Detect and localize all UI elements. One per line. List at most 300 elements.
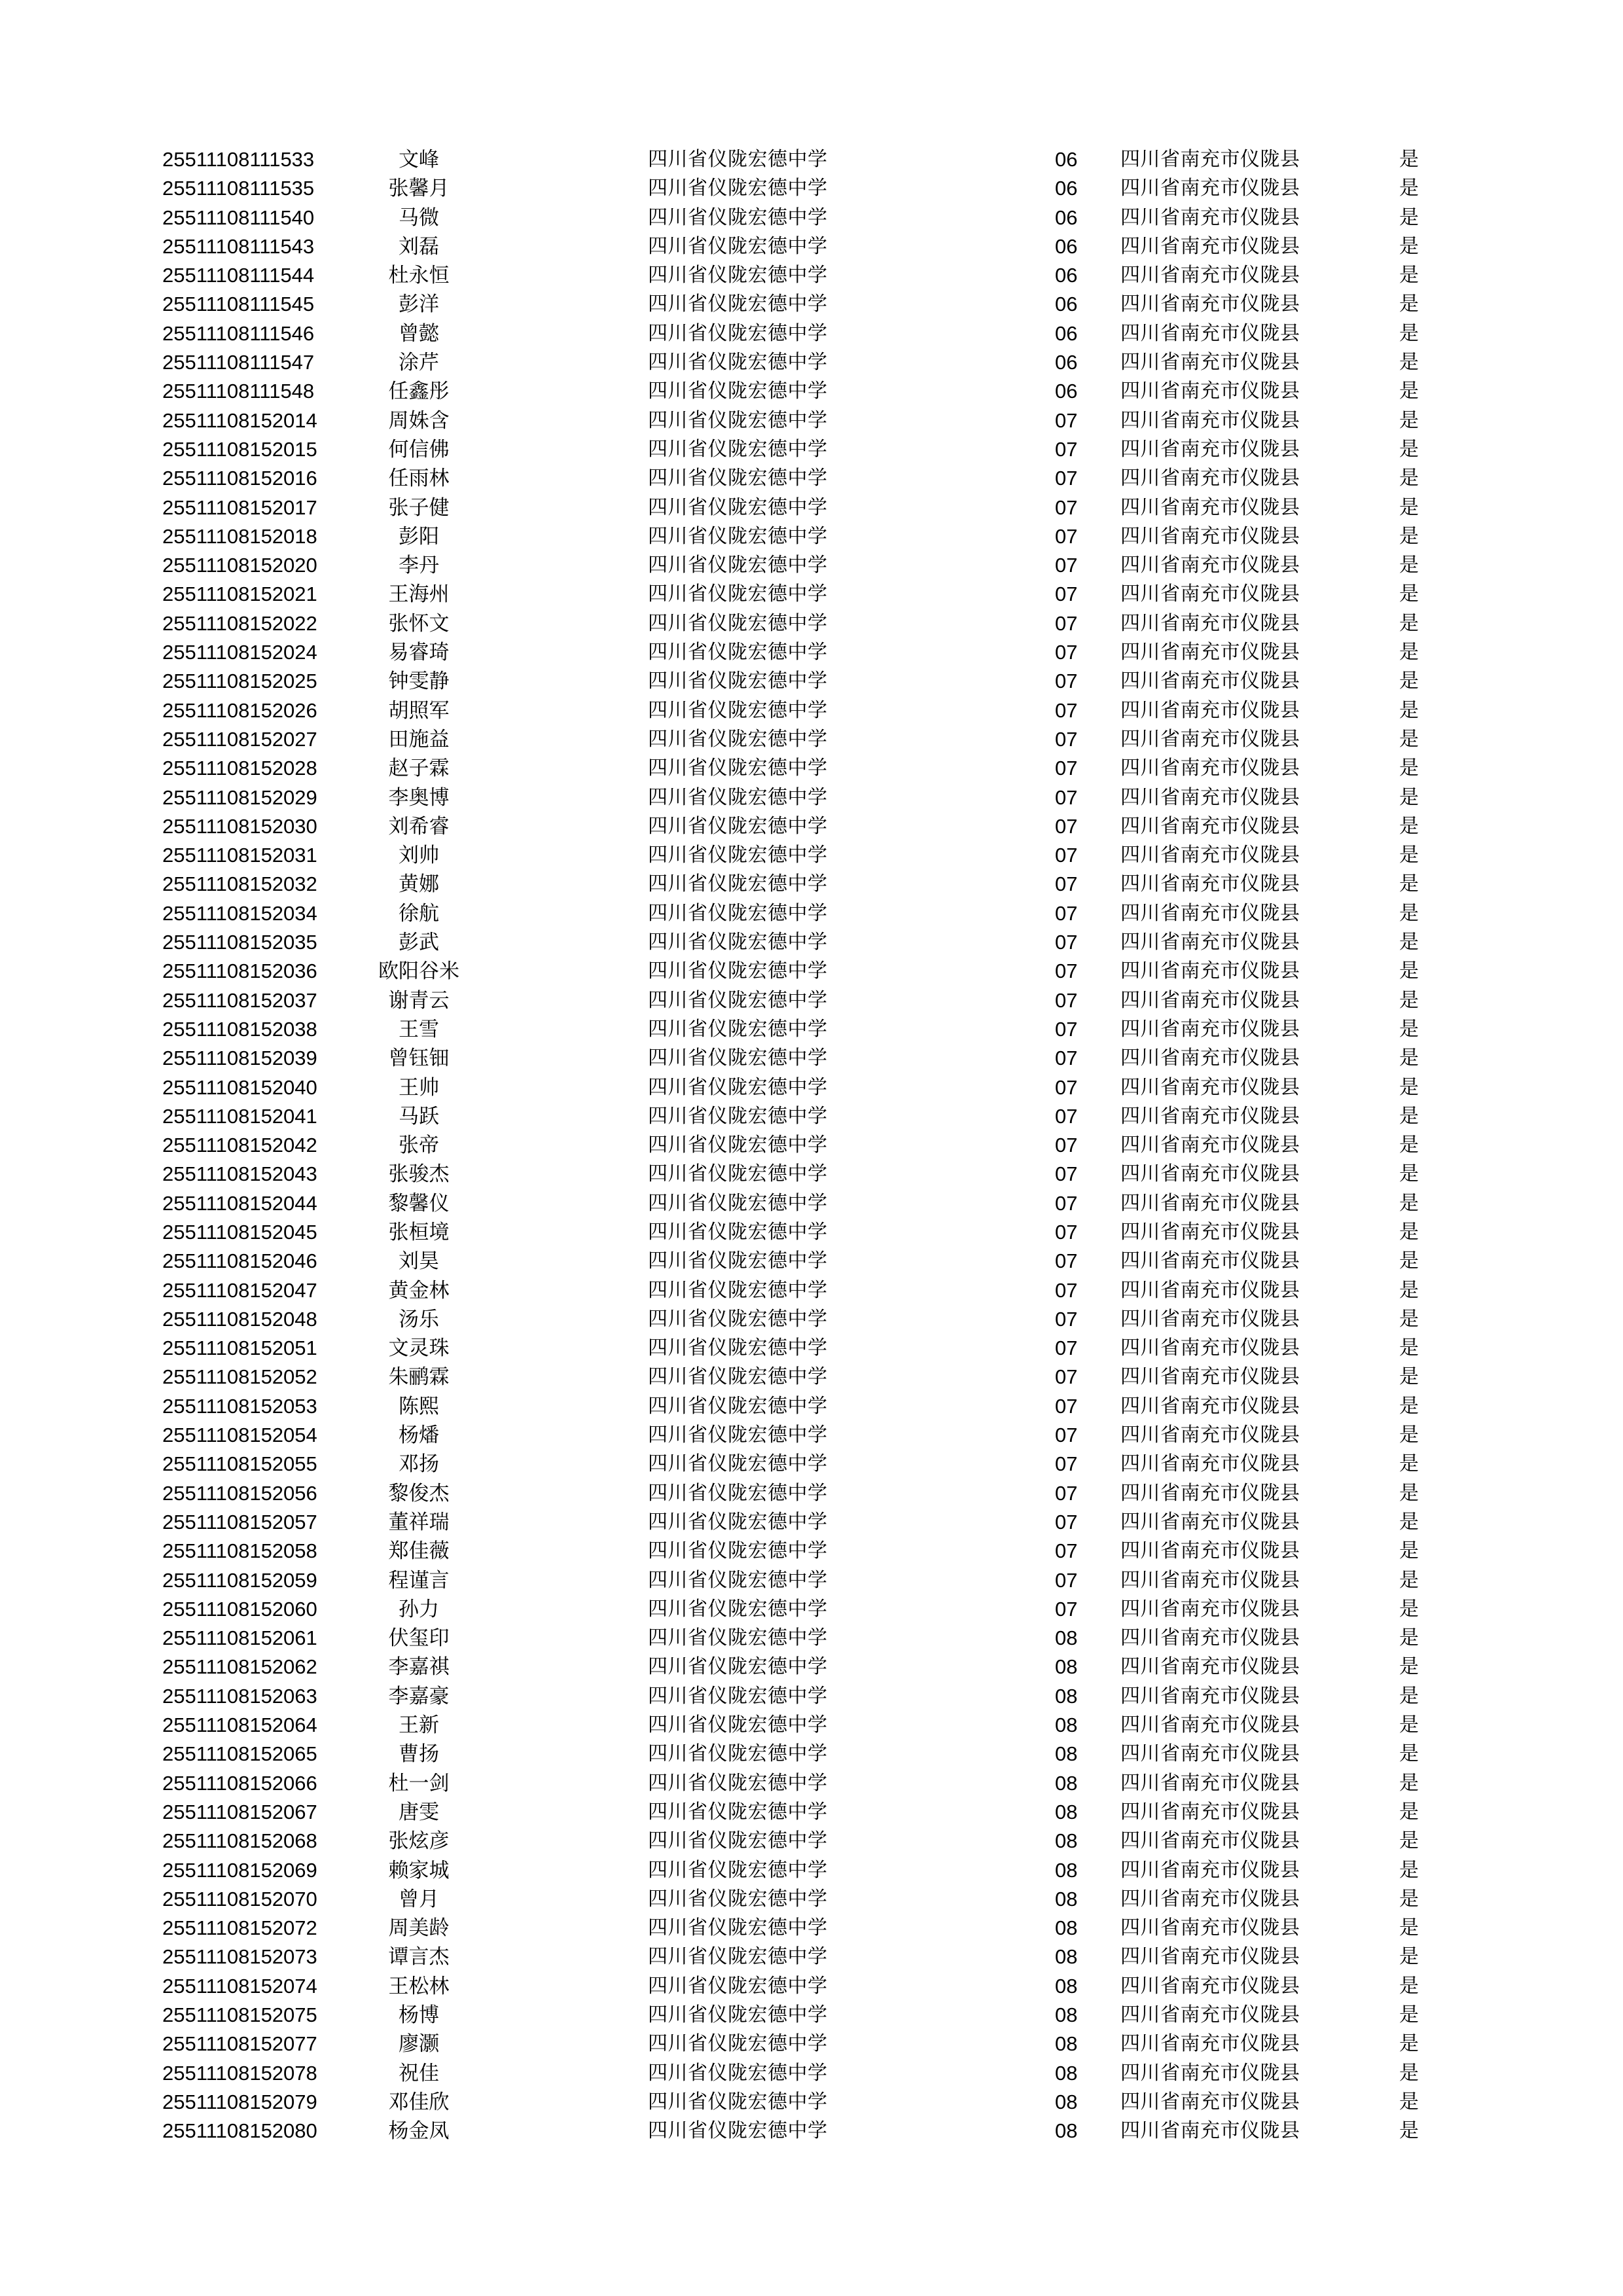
status-flag: 是 xyxy=(1399,2003,1419,2026)
region-name: 四川省南充市仪陇县 xyxy=(1120,757,1300,780)
school-name: 四川省仪陇宏德中学 xyxy=(648,1017,828,1041)
student-name: 周姝含 xyxy=(388,408,450,433)
class-number: 08 xyxy=(1055,2061,1078,2085)
table-row xyxy=(0,1682,1623,1711)
student-name: 王松林 xyxy=(388,1974,450,1998)
student-name: 马跃 xyxy=(399,1104,439,1128)
student-name: 曾懿 xyxy=(399,321,439,346)
status-flag: 是 xyxy=(1399,554,1419,577)
region-name: 四川省南充市仪陇县 xyxy=(1120,380,1300,403)
table-row xyxy=(0,464,1623,493)
table-row xyxy=(0,1276,1623,1305)
student-name: 王雪 xyxy=(399,1017,439,1041)
class-number: 07 xyxy=(1055,1134,1078,1157)
student-name: 赵子霖 xyxy=(388,757,450,781)
region-name: 四川省南充市仪陇县 xyxy=(1120,1858,1300,1882)
student-name: 郑佳薇 xyxy=(388,1539,450,1564)
table-row xyxy=(0,174,1623,203)
class-number: 07 xyxy=(1055,844,1078,867)
status-flag: 是 xyxy=(1399,264,1419,287)
exam-number: 25511108152034 xyxy=(162,901,317,925)
exam-number: 25511108152051 xyxy=(162,1336,317,1360)
exam-number: 25511108152056 xyxy=(162,1481,317,1505)
table-row xyxy=(0,1508,1623,1537)
school-name: 四川省仪陇宏德中学 xyxy=(648,2090,828,2113)
student-name: 谭言杰 xyxy=(388,1945,450,1969)
school-name: 四川省仪陇宏德中学 xyxy=(648,1539,828,1563)
class-number: 07 xyxy=(1055,1597,1078,1621)
student-name: 马微 xyxy=(399,206,439,230)
school-name: 四川省仪陇宏德中学 xyxy=(648,1047,828,1070)
region-name: 四川省南充市仪陇县 xyxy=(1120,1424,1300,1447)
student-name: 田施益 xyxy=(388,727,450,751)
table-row xyxy=(0,1247,1623,1276)
exam-number: 25511108111547 xyxy=(162,351,315,374)
student-name: 杨金凤 xyxy=(388,2119,450,2144)
school-name: 四川省仪陇宏德中学 xyxy=(648,1191,828,1215)
exam-number: 25511108152054 xyxy=(162,1424,317,1447)
exam-number: 25511108152044 xyxy=(162,1191,317,1215)
class-number: 07 xyxy=(1055,1452,1078,1476)
region-name: 四川省南充市仪陇县 xyxy=(1120,1684,1300,1708)
student-name: 李奥博 xyxy=(388,785,450,810)
class-number: 07 xyxy=(1055,495,1078,519)
student-name: 涂芹 xyxy=(399,351,439,375)
table-row xyxy=(0,435,1623,464)
exam-number: 25511108152070 xyxy=(162,1887,317,1910)
exam-number: 25511108111535 xyxy=(162,177,315,200)
student-name: 赖家城 xyxy=(388,1858,450,1882)
school-name: 四川省仪陇宏德中学 xyxy=(648,1945,828,1969)
region-name: 四川省南充市仪陇县 xyxy=(1120,1887,1300,1910)
exam-number: 25511108152077 xyxy=(162,2032,317,2056)
region-name: 四川省南充市仪陇县 xyxy=(1120,1481,1300,1505)
region-name: 四川省南充市仪陇县 xyxy=(1120,2003,1300,2026)
student-list xyxy=(0,145,1623,2145)
class-number: 07 xyxy=(1055,1162,1078,1186)
status-flag: 是 xyxy=(1399,1713,1419,1737)
school-name: 四川省仪陇宏德中学 xyxy=(648,1075,828,1099)
student-name: 杨博 xyxy=(399,2003,439,2027)
school-name: 四川省仪陇宏德中学 xyxy=(648,234,828,258)
region-name: 四川省南充市仪陇县 xyxy=(1120,583,1300,606)
table-row xyxy=(0,261,1623,290)
class-number: 08 xyxy=(1055,1742,1078,1766)
region-name: 四川省南充市仪陇县 xyxy=(1120,1713,1300,1737)
school-name: 四川省仪陇宏德中学 xyxy=(648,1597,828,1621)
table-row xyxy=(0,1479,1623,1508)
exam-number: 25511108152063 xyxy=(162,1684,317,1708)
school-name: 四川省仪陇宏德中学 xyxy=(648,1424,828,1447)
table-row xyxy=(0,493,1623,522)
table-row xyxy=(0,1131,1623,1160)
table-row xyxy=(0,319,1623,348)
class-number: 08 xyxy=(1055,1800,1078,1823)
table-row xyxy=(0,1073,1623,1102)
class-number: 06 xyxy=(1055,293,1078,316)
table-row xyxy=(0,1914,1623,1943)
student-name: 陈熙 xyxy=(399,1394,439,1418)
table-row xyxy=(0,1624,1623,1653)
exam-number: 25511108152055 xyxy=(162,1452,317,1476)
student-name: 张骏杰 xyxy=(388,1162,450,1187)
status-flag: 是 xyxy=(1399,1684,1419,1708)
table-row xyxy=(0,1363,1623,1391)
status-flag: 是 xyxy=(1399,293,1419,316)
student-name: 易睿琦 xyxy=(388,641,450,665)
class-number: 08 xyxy=(1055,1974,1078,1998)
school-name: 四川省仪陇宏德中学 xyxy=(648,1568,828,1592)
student-name: 文灵珠 xyxy=(388,1336,450,1361)
class-number: 07 xyxy=(1055,1017,1078,1041)
class-number: 07 xyxy=(1055,1394,1078,1418)
region-name: 四川省南充市仪陇县 xyxy=(1120,351,1300,374)
status-flag: 是 xyxy=(1399,901,1419,925)
exam-number: 25511108111540 xyxy=(162,206,315,229)
class-number: 07 xyxy=(1055,931,1078,954)
table-row xyxy=(0,1450,1623,1479)
region-name: 四川省南充市仪陇县 xyxy=(1120,148,1300,171)
school-name: 四川省仪陇宏德中学 xyxy=(648,1510,828,1534)
class-number: 07 xyxy=(1055,1568,1078,1592)
status-flag: 是 xyxy=(1399,1278,1419,1302)
table-row xyxy=(0,841,1623,870)
class-number: 08 xyxy=(1055,1655,1078,1679)
status-flag: 是 xyxy=(1399,931,1419,954)
school-name: 四川省仪陇宏德中学 xyxy=(648,177,828,200)
region-name: 四川省南充市仪陇县 xyxy=(1120,1220,1300,1244)
student-name: 杜一剑 xyxy=(388,1771,450,1795)
exam-number: 25511108152059 xyxy=(162,1568,317,1592)
student-name: 刘希睿 xyxy=(388,814,450,838)
region-name: 四川省南充市仪陇县 xyxy=(1120,872,1300,896)
status-flag: 是 xyxy=(1399,1626,1419,1650)
exam-number: 25511108152040 xyxy=(162,1075,317,1099)
status-flag: 是 xyxy=(1399,524,1419,548)
region-name: 四川省南充市仪陇县 xyxy=(1120,177,1300,200)
class-number: 08 xyxy=(1055,1829,1078,1853)
exam-number: 25511108111545 xyxy=(162,293,315,316)
status-flag: 是 xyxy=(1399,467,1419,490)
region-name: 四川省南充市仪陇县 xyxy=(1120,1452,1300,1476)
exam-number: 25511108152073 xyxy=(162,1945,317,1969)
region-name: 四川省南充市仪陇县 xyxy=(1120,1829,1300,1853)
class-number: 08 xyxy=(1055,1945,1078,1969)
school-name: 四川省仪陇宏德中学 xyxy=(648,1916,828,1940)
table-row xyxy=(0,1537,1623,1566)
student-name: 唐雯 xyxy=(399,1800,439,1824)
exam-number: 25511108152058 xyxy=(162,1539,317,1563)
student-name: 曹扬 xyxy=(399,1742,439,1767)
school-name: 四川省仪陇宏德中学 xyxy=(648,1771,828,1795)
status-flag: 是 xyxy=(1399,1104,1419,1128)
student-name: 王海州 xyxy=(388,583,450,607)
table-row xyxy=(0,290,1623,319)
class-number: 06 xyxy=(1055,206,1078,229)
class-number: 07 xyxy=(1055,1047,1078,1070)
exam-number: 25511108152062 xyxy=(162,1655,317,1679)
table-row xyxy=(0,725,1623,754)
student-name: 黄娜 xyxy=(399,872,439,897)
status-flag: 是 xyxy=(1399,1655,1419,1679)
school-name: 四川省仪陇宏德中学 xyxy=(648,611,828,635)
school-name: 四川省仪陇宏德中学 xyxy=(648,1713,828,1737)
student-name: 董祥瑞 xyxy=(388,1510,450,1534)
school-name: 四川省仪陇宏德中学 xyxy=(648,206,828,229)
table-row xyxy=(0,145,1623,174)
student-name: 刘磊 xyxy=(399,234,439,259)
class-number: 06 xyxy=(1055,321,1078,345)
status-flag: 是 xyxy=(1399,1307,1419,1331)
table-row xyxy=(0,754,1623,783)
table-row xyxy=(0,1653,1623,1681)
status-flag: 是 xyxy=(1399,1829,1419,1853)
exam-number: 25511108152022 xyxy=(162,611,317,635)
exam-number: 25511108152053 xyxy=(162,1394,317,1418)
exam-number: 25511108111533 xyxy=(162,148,315,171)
class-number: 07 xyxy=(1055,960,1078,983)
status-flag: 是 xyxy=(1399,408,1419,432)
student-name: 刘帅 xyxy=(399,844,439,868)
table-row xyxy=(0,1740,1623,1768)
status-flag: 是 xyxy=(1399,1974,1419,1998)
student-name: 张馨月 xyxy=(388,177,450,201)
region-name: 四川省南充市仪陇县 xyxy=(1120,727,1300,751)
student-name: 彭武 xyxy=(399,931,439,955)
status-flag: 是 xyxy=(1399,1771,1419,1795)
region-name: 四川省南充市仪陇县 xyxy=(1120,931,1300,954)
student-name: 廖灏 xyxy=(399,2032,439,2056)
status-flag: 是 xyxy=(1399,641,1419,664)
table-row xyxy=(0,2088,1623,2117)
student-name: 张桓境 xyxy=(388,1220,450,1244)
status-flag: 是 xyxy=(1399,2090,1419,2113)
school-name: 四川省仪陇宏德中学 xyxy=(648,844,828,867)
school-name: 四川省仪陇宏德中学 xyxy=(648,264,828,287)
exam-number: 25511108152038 xyxy=(162,1017,317,1041)
exam-number: 25511108152064 xyxy=(162,1713,317,1737)
class-number: 06 xyxy=(1055,264,1078,287)
table-row xyxy=(0,667,1623,696)
school-name: 四川省仪陇宏德中学 xyxy=(648,467,828,490)
school-name: 四川省仪陇宏德中学 xyxy=(648,554,828,577)
region-name: 四川省南充市仪陇县 xyxy=(1120,641,1300,664)
class-number: 07 xyxy=(1055,524,1078,548)
class-number: 07 xyxy=(1055,1307,1078,1331)
class-number: 07 xyxy=(1055,1249,1078,1273)
class-number: 07 xyxy=(1055,757,1078,780)
exam-number: 25511108152031 xyxy=(162,844,317,867)
region-name: 四川省南充市仪陇县 xyxy=(1120,1974,1300,1998)
student-name: 谢青云 xyxy=(388,988,450,1013)
region-name: 四川省南充市仪陇县 xyxy=(1120,1017,1300,1041)
class-number: 07 xyxy=(1055,814,1078,838)
table-row xyxy=(0,1102,1623,1131)
student-name: 周美龄 xyxy=(388,1916,450,1941)
class-number: 06 xyxy=(1055,177,1078,200)
exam-number: 25511108111543 xyxy=(162,234,315,258)
status-flag: 是 xyxy=(1399,177,1419,200)
table-row xyxy=(0,1392,1623,1421)
region-name: 四川省南充市仪陇县 xyxy=(1120,1655,1300,1679)
student-name: 杨燔 xyxy=(399,1424,439,1448)
student-name: 彭阳 xyxy=(399,524,439,548)
status-flag: 是 xyxy=(1399,1365,1419,1389)
table-row xyxy=(0,1218,1623,1247)
class-number: 08 xyxy=(1055,1626,1078,1650)
status-flag: 是 xyxy=(1399,844,1419,867)
table-row xyxy=(0,2059,1623,2088)
class-number: 07 xyxy=(1055,1075,1078,1099)
school-name: 四川省仪陇宏德中学 xyxy=(648,641,828,664)
school-name: 四川省仪陇宏德中学 xyxy=(648,1365,828,1389)
school-name: 四川省仪陇宏德中学 xyxy=(648,1684,828,1708)
class-number: 07 xyxy=(1055,1104,1078,1128)
student-name: 孙力 xyxy=(399,1597,439,1621)
class-number: 08 xyxy=(1055,1858,1078,1882)
region-name: 四川省南充市仪陇县 xyxy=(1120,437,1300,461)
school-name: 四川省仪陇宏德中学 xyxy=(648,1394,828,1418)
region-name: 四川省南充市仪陇县 xyxy=(1120,814,1300,838)
region-name: 四川省南充市仪陇县 xyxy=(1120,1568,1300,1592)
exam-number: 25511108111544 xyxy=(162,264,315,287)
class-number: 07 xyxy=(1055,583,1078,606)
region-name: 四川省南充市仪陇县 xyxy=(1120,1916,1300,1940)
region-name: 四川省南充市仪陇县 xyxy=(1120,1771,1300,1795)
table-row xyxy=(0,1856,1623,1885)
class-number: 07 xyxy=(1055,872,1078,896)
exam-number: 25511108152016 xyxy=(162,467,317,490)
region-name: 四川省南充市仪陇县 xyxy=(1120,785,1300,809)
school-name: 四川省仪陇宏德中学 xyxy=(648,380,828,403)
status-flag: 是 xyxy=(1399,698,1419,722)
school-name: 四川省仪陇宏德中学 xyxy=(648,670,828,693)
status-flag: 是 xyxy=(1399,1945,1419,1969)
region-name: 四川省南充市仪陇县 xyxy=(1120,524,1300,548)
student-name: 曾钰钿 xyxy=(388,1047,450,1071)
class-number: 07 xyxy=(1055,1365,1078,1389)
school-name: 四川省仪陇宏德中学 xyxy=(648,1800,828,1823)
status-flag: 是 xyxy=(1399,1075,1419,1099)
exam-number: 25511108152060 xyxy=(162,1597,317,1621)
region-name: 四川省南充市仪陇县 xyxy=(1120,293,1300,316)
class-number: 07 xyxy=(1055,408,1078,432)
region-name: 四川省南充市仪陇县 xyxy=(1120,1162,1300,1186)
exam-number: 25511108152047 xyxy=(162,1278,317,1302)
status-flag: 是 xyxy=(1399,1916,1419,1940)
exam-number: 25511108152039 xyxy=(162,1047,317,1070)
status-flag: 是 xyxy=(1399,1162,1419,1186)
student-name: 张帝 xyxy=(399,1134,439,1158)
table-row xyxy=(0,1189,1623,1218)
region-name: 四川省南充市仪陇县 xyxy=(1120,495,1300,519)
class-number: 08 xyxy=(1055,1887,1078,1910)
class-number: 08 xyxy=(1055,1684,1078,1708)
region-name: 四川省南充市仪陇县 xyxy=(1120,1597,1300,1621)
status-flag: 是 xyxy=(1399,380,1419,403)
school-name: 四川省仪陇宏德中学 xyxy=(648,1452,828,1476)
exam-number: 25511108152066 xyxy=(162,1771,317,1795)
status-flag: 是 xyxy=(1399,1800,1419,1823)
student-name: 曾月 xyxy=(399,1887,439,1911)
school-name: 四川省仪陇宏德中学 xyxy=(648,1742,828,1766)
student-name: 祝佳 xyxy=(399,2061,439,2085)
region-name: 四川省南充市仪陇县 xyxy=(1120,960,1300,983)
exam-number: 25511108152041 xyxy=(162,1104,317,1128)
class-number: 08 xyxy=(1055,1713,1078,1737)
student-name: 朱鹂霖 xyxy=(388,1365,450,1390)
student-name: 欧阳谷米 xyxy=(378,960,459,984)
status-flag: 是 xyxy=(1399,1858,1419,1882)
school-name: 四川省仪陇宏德中学 xyxy=(648,931,828,954)
school-name: 四川省仪陇宏德中学 xyxy=(648,785,828,809)
region-name: 四川省南充市仪陇县 xyxy=(1120,698,1300,722)
table-row xyxy=(0,1943,1623,1971)
student-name: 杜永恒 xyxy=(388,264,450,288)
status-flag: 是 xyxy=(1399,1424,1419,1447)
exam-number: 25511108152029 xyxy=(162,785,317,809)
table-row xyxy=(0,1769,1623,1798)
exam-number: 25511108152074 xyxy=(162,1974,317,1998)
region-name: 四川省南充市仪陇县 xyxy=(1120,321,1300,345)
class-number: 07 xyxy=(1055,1481,1078,1505)
exam-number: 25511108152026 xyxy=(162,698,317,722)
table-row xyxy=(0,204,1623,232)
region-name: 四川省南充市仪陇县 xyxy=(1120,2032,1300,2056)
class-number: 06 xyxy=(1055,380,1078,403)
table-row xyxy=(0,232,1623,261)
table-row xyxy=(0,783,1623,812)
status-flag: 是 xyxy=(1399,960,1419,983)
school-name: 四川省仪陇宏德中学 xyxy=(648,698,828,722)
status-flag: 是 xyxy=(1399,1510,1419,1534)
class-number: 07 xyxy=(1055,1336,1078,1360)
region-name: 四川省南充市仪陇县 xyxy=(1120,467,1300,490)
school-name: 四川省仪陇宏德中学 xyxy=(648,1655,828,1679)
table-row xyxy=(0,812,1623,841)
class-number: 08 xyxy=(1055,2032,1078,2056)
region-name: 四川省南充市仪陇县 xyxy=(1120,611,1300,635)
class-number: 08 xyxy=(1055,2003,1078,2026)
student-name: 张炫彦 xyxy=(388,1829,450,1854)
region-name: 四川省南充市仪陇县 xyxy=(1120,844,1300,867)
status-flag: 是 xyxy=(1399,757,1419,780)
student-name: 黎俊杰 xyxy=(388,1481,450,1505)
exam-number: 25511108152069 xyxy=(162,1858,317,1882)
class-number: 07 xyxy=(1055,467,1078,490)
student-name: 李嘉祺 xyxy=(388,1655,450,1679)
region-name: 四川省南充市仪陇县 xyxy=(1120,2090,1300,2113)
class-number: 07 xyxy=(1055,554,1078,577)
table-row xyxy=(0,2117,1623,2145)
exam-number: 25511108152018 xyxy=(162,524,317,548)
student-name: 邓扬 xyxy=(399,1452,439,1477)
school-name: 四川省仪陇宏德中学 xyxy=(648,293,828,316)
school-name: 四川省仪陇宏德中学 xyxy=(648,495,828,519)
school-name: 四川省仪陇宏德中学 xyxy=(648,1220,828,1244)
table-row xyxy=(0,928,1623,957)
class-number: 08 xyxy=(1055,2119,1078,2143)
school-name: 四川省仪陇宏德中学 xyxy=(648,960,828,983)
table-row xyxy=(0,1334,1623,1363)
exam-number: 25511108152048 xyxy=(162,1307,317,1331)
student-name: 任鑫彤 xyxy=(388,380,450,404)
status-flag: 是 xyxy=(1399,1481,1419,1505)
table-row xyxy=(0,1566,1623,1595)
student-name: 汤乐 xyxy=(399,1307,439,1331)
status-flag: 是 xyxy=(1399,1394,1419,1418)
student-name: 程谨言 xyxy=(388,1568,450,1592)
